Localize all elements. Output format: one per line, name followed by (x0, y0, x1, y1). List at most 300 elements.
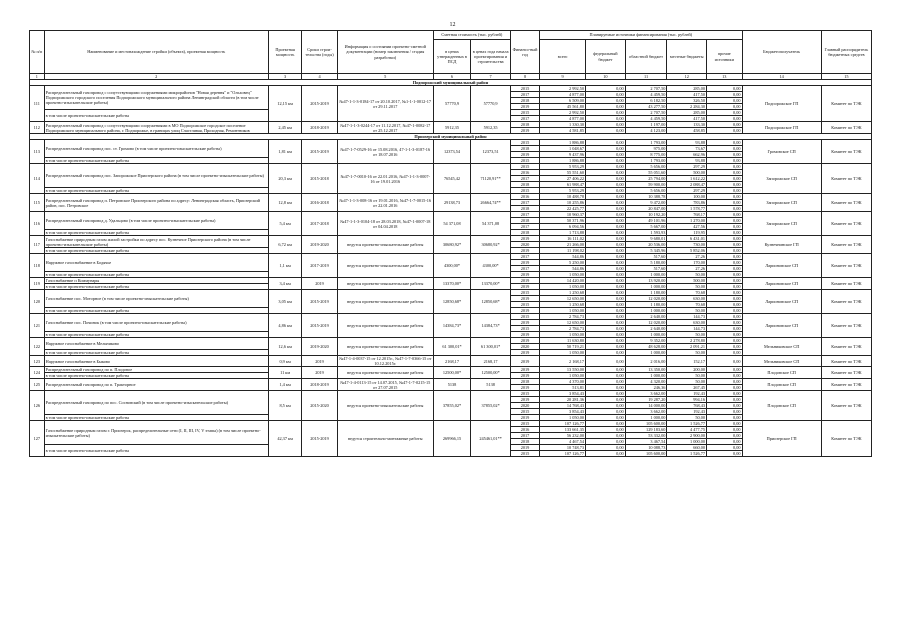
cost-start: 71120,91** (471, 164, 511, 194)
amount-total: 544,86 (540, 266, 586, 272)
amount-federal: 0,00 (586, 260, 626, 266)
table-body (30, 80, 872, 457)
amount-other: 0,00 (707, 403, 742, 409)
object-capacity: 3,4 км (268, 278, 301, 290)
fin-year: 2020 (510, 242, 539, 248)
amount-federal: 0,00 (586, 367, 626, 373)
object-name: Распределительный газопровод пос. ст. Громово (в том числе проектно-изыскательские работы) (44, 140, 268, 158)
amount-local: 768,43 (667, 403, 707, 409)
amount-federal: 0,00 (586, 391, 626, 397)
cost-start: 2168,17 (471, 356, 511, 367)
column-number: 13 (707, 74, 742, 80)
header-capacity: Проектная мощность (268, 31, 301, 74)
amount-regional: 517,60 (625, 254, 667, 260)
amount-regional: 13 350,00 (625, 367, 667, 373)
fin-year: 2015 (510, 314, 539, 320)
fin-year: 2019 (510, 128, 539, 134)
amount-local: 500,00 (667, 170, 707, 176)
header-plan-group: Планируемые источники финансирования (тыс. рублей) (540, 31, 742, 40)
object-name: Наружное газоснабжение в Быково (44, 356, 268, 367)
fin-year: 2017 (510, 212, 539, 218)
table-row (30, 194, 872, 200)
object-number: 112 (30, 122, 45, 134)
gov-body: Комитет по ТЭК (821, 164, 871, 194)
gov-body: Комитет по ТЭК (821, 212, 871, 236)
recipient: Приозерское ГП (742, 421, 821, 457)
amount-local: 50,00 (667, 332, 707, 338)
cost-approved: 13370,00* (433, 278, 471, 290)
object-note: в том числе проектно-изыскательские работы (44, 350, 268, 356)
amount-total: 10 488,78 (540, 194, 586, 200)
fin-year: 2020 (510, 344, 539, 350)
amount-other: 0,00 (707, 350, 742, 356)
fin-year: 2015 (510, 421, 539, 427)
amount-federal: 0,00 (586, 278, 626, 284)
amount-regional: 5 656,00 (625, 164, 667, 170)
object-note: в том числе проектно-изыскательские работы (44, 188, 268, 194)
amount-total: 5 250,00 (540, 260, 586, 266)
amount-other: 0,00 (707, 427, 742, 433)
fin-year: 2018 (510, 379, 539, 385)
amount-total: 1 886,88 (540, 158, 586, 164)
object-docs: №47-1-4-0113-15 от 14.07.2015, №47-1-7-0215-15 от 27.07.2015 (337, 379, 433, 391)
amount-total: 3 854,43 (540, 409, 586, 415)
amount-total: 50 371,96 (540, 218, 586, 224)
fin-year: 2017 (510, 200, 539, 206)
amount-federal: 0,00 (586, 170, 626, 176)
object-term: 2017-2019 (302, 254, 337, 278)
amount-local: 994,16 (667, 397, 707, 403)
amount-other: 0,00 (707, 92, 742, 98)
amount-federal: 0,00 (586, 248, 626, 254)
amount-federal: 0,00 (586, 104, 626, 110)
gov-body: Комитет по ТЭК (821, 338, 871, 356)
cost-approved: 57770,9 (433, 86, 471, 122)
header-recipient: Бюджетополучатель (742, 31, 821, 74)
amount-regional: 1 000,00 (625, 272, 667, 278)
amount-regional: 9 352,00 (625, 338, 667, 344)
fin-year: 2019 (510, 284, 539, 290)
amount-total: 22 425,77 (540, 206, 586, 212)
amount-total: 4 581,85 (540, 128, 586, 134)
amount-regional: 1 000,00 (625, 415, 667, 421)
amount-total: 1 048,67 (540, 146, 586, 152)
table-row (30, 236, 872, 242)
object-name: Газоснабжение пос. Моторное (в том числе проектно-изыскательские работы) (44, 290, 268, 308)
amount-local: 1 000,00 (667, 439, 707, 445)
amount-total: 20 281,36 (540, 397, 586, 403)
object-capacity: 20,3 км (268, 164, 301, 194)
amount-total: 4 877,00 (540, 92, 586, 98)
amount-other: 0,00 (707, 104, 742, 110)
amount-other: 0,00 (707, 421, 742, 427)
object-note: в том числе проектно-изыскательские работы (44, 445, 268, 457)
amount-local: 192,43 (667, 391, 707, 397)
cost-start: 13370,00* (471, 278, 511, 290)
amount-regional: 12 020,00 (625, 296, 667, 302)
table-row (30, 86, 872, 92)
amount-local: 70,68 (667, 302, 707, 308)
object-term: 2015-2018 (302, 164, 337, 194)
column-number: 10 (586, 74, 626, 80)
amount-other: 0,00 (707, 176, 742, 182)
amount-total: 1 050,00 (540, 308, 586, 314)
object-note: в том числе проектно-изыскательские работы (44, 332, 268, 338)
object-note: в том числе проектно-изыскательские работы (44, 373, 268, 379)
table-row (30, 164, 872, 170)
amount-total: 27 406,22 (540, 176, 586, 182)
gov-body: Комитет по ТЭК (821, 140, 871, 164)
amount-regional: 1 000,00 (625, 308, 667, 314)
amount-other: 0,00 (707, 218, 742, 224)
table-row (30, 338, 872, 344)
amount-other: 0,00 (707, 409, 742, 415)
gov-body: Комитет по ТЭК (821, 122, 871, 134)
fin-year: 2015 (510, 140, 539, 146)
amount-regional: 59 900,00 (625, 182, 667, 188)
amount-other: 0,00 (707, 200, 742, 206)
table-row (30, 140, 872, 146)
object-term: 2016-2018 (302, 194, 337, 212)
object-term: 2019 (302, 356, 337, 367)
object-note: в том числе проектно-изыскательские работы (44, 158, 268, 164)
cost-approved: 12373,54 (433, 140, 471, 164)
cost-approved: 14384,73* (433, 314, 471, 338)
amount-regional: 10 192,20 (625, 212, 667, 218)
amount-total: 45 561,80 (540, 104, 586, 110)
amount-other: 0,00 (707, 391, 742, 397)
amount-regional: 13 920,00 (625, 278, 667, 284)
cost-approved: 61 300,01* (433, 338, 471, 356)
fin-year: 2016 (510, 194, 539, 200)
amount-federal: 0,00 (586, 128, 626, 134)
amount-regional: 6 182,50 (625, 98, 667, 104)
object-note: в том числе проектно-изыскательские работы (44, 248, 268, 254)
fin-year: 2019 (510, 236, 539, 242)
object-capacity: 3,05 км (268, 290, 301, 314)
table-row (30, 314, 872, 320)
amount-other: 0,00 (707, 110, 742, 116)
amount-federal: 0,00 (586, 224, 626, 230)
amount-local: 144,73 (667, 326, 707, 332)
amount-total: 4 467,54 (540, 439, 586, 445)
cost-approved: 76545,42 (433, 164, 471, 194)
amount-total: 61 988,47 (540, 182, 586, 188)
fin-year: 2015 (510, 86, 539, 92)
amount-regional: 105 600,00 (625, 421, 667, 427)
amount-local: 297,29 (667, 188, 707, 194)
recipient: Ларионовское СП (742, 314, 821, 338)
object-capacity: 12,6 км (268, 338, 301, 356)
object-number: 122 (30, 338, 45, 356)
amount-total: 12 650,00 (540, 296, 586, 302)
fin-year: 2018 (510, 439, 539, 445)
amount-federal: 0,00 (586, 403, 626, 409)
cost-approved: 54 371,08 (433, 212, 471, 236)
amount-federal: 0,00 (586, 206, 626, 212)
amount-regional: 2 640,00 (625, 314, 667, 320)
object-term: 2019 (302, 367, 337, 379)
amount-other: 0,00 (707, 182, 742, 188)
object-docs: ведутся проектно-изыскательские работы (337, 254, 433, 278)
fin-year: 2015 (510, 110, 539, 116)
gov-body: Комитет по ТЭК (821, 356, 871, 367)
fin-year: 2018 (510, 146, 539, 152)
amount-total: 1 250,68 (540, 302, 586, 308)
fin-year: 2015 (510, 290, 539, 296)
amount-total: 10 748,73 (540, 445, 586, 451)
amount-federal: 0,00 (586, 314, 626, 320)
amount-other: 0,00 (707, 344, 742, 350)
header-cost-approved: в ценах утвержденных в ПСД (433, 40, 471, 74)
amount-total: 133 661,35 (540, 427, 586, 433)
table-row (30, 391, 872, 397)
column-number: 8 (510, 74, 539, 80)
fin-year: 2019 (510, 385, 539, 391)
amount-regional: 1 000,00 (625, 332, 667, 338)
amount-regional: 1 793,00 (625, 158, 667, 164)
column-number: 1 (30, 74, 45, 80)
cost-approved: 2168,17 (433, 356, 471, 367)
amount-total: 5 953,29 (540, 164, 586, 170)
amount-other: 0,00 (707, 98, 742, 104)
object-note: в том числе проектно-изыскательские работы (44, 415, 268, 421)
column-number: 15 (821, 74, 871, 80)
fin-year: 2019 (510, 296, 539, 302)
recipient: Запорожское СП (742, 194, 821, 212)
column-number: 2 (44, 74, 268, 80)
amount-regional: 14 000,00 (625, 403, 667, 409)
amount-local: 144,73 (667, 314, 707, 320)
fin-year: 2015 (510, 188, 539, 194)
fin-year: 2019 (510, 367, 539, 373)
recipient: Запорожское СП (742, 164, 821, 194)
amount-federal: 0,00 (586, 176, 626, 182)
object-term: 2019-2020 (302, 236, 337, 254)
gov-body: Комитет по ТЭК (821, 86, 871, 122)
amount-federal: 0,00 (586, 158, 626, 164)
amount-total: 12 650,00 (540, 320, 586, 326)
amount-total: 9 437,96 (540, 152, 586, 158)
amount-total: 16 111,02 (540, 236, 586, 242)
amount-regional: 5 656,00 (625, 188, 667, 194)
object-docs: №47-1-1-3-0104-18 от 28.03.2018, №47-1-0007-18 от 04.04.2018 (337, 212, 433, 236)
amount-regional: 20 847,00 (625, 206, 667, 212)
amount-regional: 25 794,00 (625, 176, 667, 182)
object-capacity: 12,8 км (268, 194, 301, 212)
object-name: Газоснабжение природным газом г. Приозерск, распределительные сети (I, II, III, IV, V этапы) (в том числе проектно-изыскательские работы) (44, 421, 268, 445)
amount-total: 2 784,73 (540, 314, 586, 320)
amount-federal: 0,00 (586, 284, 626, 290)
amount-regional: 4 320,00 (625, 379, 667, 385)
amount-other: 0,00 (707, 122, 742, 128)
object-docs: №47-1-1-3-0244-17 от 11.12.2017, №47-1-0082-17 от 25.12.2017 (337, 122, 433, 134)
amount-federal: 0,00 (586, 140, 626, 146)
object-capacity: 42,37 км (268, 421, 301, 457)
amount-total: 5 953,29 (540, 188, 586, 194)
page-number: 12 (449, 22, 456, 28)
amount-federal: 0,00 (586, 122, 626, 128)
fin-year: 2019 (510, 272, 539, 278)
gov-body: Комитет по ТЭК (821, 421, 871, 457)
amount-federal: 0,00 (586, 200, 626, 206)
object-docs: №47-1-4-0037-15 от 12.2015г., №47-1-7-0366-15 от 10.12.2015г. (339, 356, 432, 366)
object-name: Газоснабжение природным газом жилой застройки по адресу пос. Кузнечное Приозерского района (в том числе проектно-изыскательские работы) (44, 236, 268, 248)
amount-total: 1 713,88 (540, 230, 586, 236)
amount-regional: 3 662,00 (625, 409, 667, 415)
fin-year: 2018 (510, 218, 539, 224)
recipient: Ларионовское СП (742, 278, 821, 290)
fin-year: 2015 (510, 158, 539, 164)
object-name: Распределительный газопровод с сопутствующими сооружениями микрорайонов "Новая деревня" и "Ольховец" Подпорожского городского поселения Подпорожского муниципального района Ленинградской области (в том числе проектно-изыскательские работы) (44, 86, 268, 110)
column-number: 5 (337, 74, 433, 80)
amount-federal: 0,00 (586, 266, 626, 272)
amount-other: 0,00 (707, 116, 742, 122)
amount-local: 1 526,77 (667, 451, 707, 457)
amount-local: 662,96 (667, 152, 707, 158)
fin-year: 2015 (510, 302, 539, 308)
amount-total: 55 551,60 (540, 170, 586, 176)
amount-federal: 0,00 (586, 332, 626, 338)
amount-total: 544,86 (540, 254, 586, 260)
cost-approved: 12850,68* (433, 290, 471, 314)
object-name: Распределительный газопровод с сопутствующими сооружениями в МО Подпорожское городское поселение Подпорожского муниципального района, г. Подпорожье, в границах улиц Счастливая, Проходная, Ремонтников (44, 122, 268, 134)
recipient: Мельниковское СП (742, 338, 821, 356)
amount-regional: 8 775,00 (625, 152, 667, 158)
fin-year: 2016 (510, 170, 539, 176)
object-docs: №47-1-7-0529-16 от 15.08.2016, 47-1-1-3-0187-16 от 18.07.2016 (337, 140, 433, 164)
amount-total: 3 854,43 (540, 391, 586, 397)
amount-other: 0,00 (707, 284, 742, 290)
fin-year: 2017 (510, 116, 539, 122)
amount-federal: 0,00 (586, 164, 626, 170)
object-number: 127 (30, 421, 45, 457)
amount-local: 119,95 (667, 230, 707, 236)
object-capacity: 1,4 км (268, 379, 301, 391)
amount-other: 0,00 (707, 128, 742, 134)
object-term: 2019 (302, 278, 337, 290)
amount-other: 0,00 (707, 230, 742, 236)
header-fin-year: Финансо-вый год (510, 31, 539, 74)
amount-other: 0,00 (707, 278, 742, 284)
object-docs: ведутся проектно-изыскательские работы (337, 391, 433, 421)
fin-year: 2017 (510, 266, 539, 272)
amount-local: 6 431,01 (667, 236, 707, 242)
fin-year: 2019 (510, 373, 539, 379)
fin-year: 2019 (510, 104, 539, 110)
amount-regional: 10 088,73 (625, 445, 667, 451)
fin-year: 2015 (510, 164, 539, 170)
cost-approved: 30680,92* (433, 236, 471, 254)
fin-year: 2020 (510, 403, 539, 409)
amount-federal: 0,00 (586, 110, 626, 116)
amount-total: 10 255,86 (540, 200, 586, 206)
amount-local: 50,00 (667, 415, 707, 421)
header-cost-start: в ценах года начала проектирования и строительства (471, 40, 511, 74)
object-number: 126 (30, 391, 45, 421)
amount-federal: 0,00 (586, 439, 626, 445)
amount-other: 0,00 (707, 254, 742, 260)
object-number: 111 (30, 86, 45, 122)
amount-total: 1 050,00 (540, 373, 586, 379)
object-name: Газоснабжение пос. Починок (в том числе проектно-изыскательские работы) (44, 314, 268, 332)
header-total: всего (540, 40, 586, 74)
amount-regional: 2 640,00 (625, 326, 667, 332)
amount-federal: 0,00 (586, 415, 626, 421)
cost-start: 5138 (471, 379, 511, 391)
amount-total: 1 050,00 (540, 284, 586, 290)
object-docs: ведутся проектно-изыскательские работы (337, 314, 433, 338)
budget-table (29, 30, 872, 457)
fin-year: 2018 (510, 230, 539, 236)
header-local: местные бюджеты (667, 40, 707, 74)
amount-other: 0,00 (707, 152, 742, 158)
amount-local: 2 284,30 (667, 104, 707, 110)
amount-regional: 975,00 (625, 146, 667, 152)
cost-approved: 5912,35 (433, 122, 471, 134)
header-other: прочие источники (707, 40, 742, 74)
object-term: 2017-2018 (302, 212, 337, 236)
amount-other: 0,00 (707, 86, 742, 92)
amount-other: 0,00 (707, 314, 742, 320)
amount-regional: 55 051,60 (625, 170, 667, 176)
amount-other: 0,00 (707, 356, 742, 367)
amount-regional: 5 345,96 (625, 248, 667, 254)
amount-other: 0,00 (707, 415, 742, 421)
amount-total: 50 719,21 (540, 344, 586, 350)
gov-body: Комитет по ТЭК (821, 379, 871, 391)
fin-year: 2016 (510, 427, 539, 433)
amount-regional: 1 197,00 (625, 122, 667, 128)
gov-body: Комитет по ТЭК (821, 391, 871, 421)
amount-local: 660,00 (667, 445, 707, 451)
amount-federal: 0,00 (586, 230, 626, 236)
amount-regional: 19 287,20 (625, 397, 667, 403)
amount-local: 427,56 (667, 224, 707, 230)
amount-federal: 0,00 (586, 152, 626, 158)
amount-local: 50,00 (667, 379, 707, 385)
amount-federal: 0,00 (586, 116, 626, 122)
amount-total: 56 232,00 (540, 433, 586, 439)
amount-total: 21 266,00 (540, 242, 586, 248)
amount-total: 10 960,37 (540, 212, 586, 218)
amount-other: 0,00 (707, 158, 742, 164)
amount-other: 0,00 (707, 146, 742, 152)
cost-start: 245461,01** (471, 421, 511, 457)
object-docs: ведутся проектно-изыскательские работы (337, 290, 433, 314)
object-name: Газоснабжение п Коммунары (44, 278, 268, 284)
header-no: № п/п (30, 31, 45, 74)
table-row (30, 212, 872, 218)
amount-total: 4 877,00 (540, 116, 586, 122)
amount-federal: 0,00 (586, 218, 626, 224)
amount-other: 0,00 (707, 266, 742, 272)
object-name: Распределительный газопровод по п. Плодовое (44, 367, 268, 373)
amount-federal: 0,00 (586, 146, 626, 152)
amount-other: 0,00 (707, 140, 742, 146)
amount-regional: 20 536,00 (625, 242, 667, 248)
amount-total: 11 630,80 (540, 338, 586, 344)
amount-federal: 0,00 (586, 308, 626, 314)
object-capacity: 2,45 км (268, 122, 301, 134)
object-docs: ведутся проектно-изыскательские работы (337, 338, 433, 356)
header-federal: федеральный бюджет (586, 40, 626, 74)
amount-federal: 0,00 (586, 356, 626, 367)
amount-federal: 0,00 (586, 326, 626, 332)
amount-total: 107 126,77 (540, 421, 586, 427)
cost-start: 12373,51 (471, 140, 511, 164)
gov-body: Комитет по ТЭК (821, 278, 871, 290)
